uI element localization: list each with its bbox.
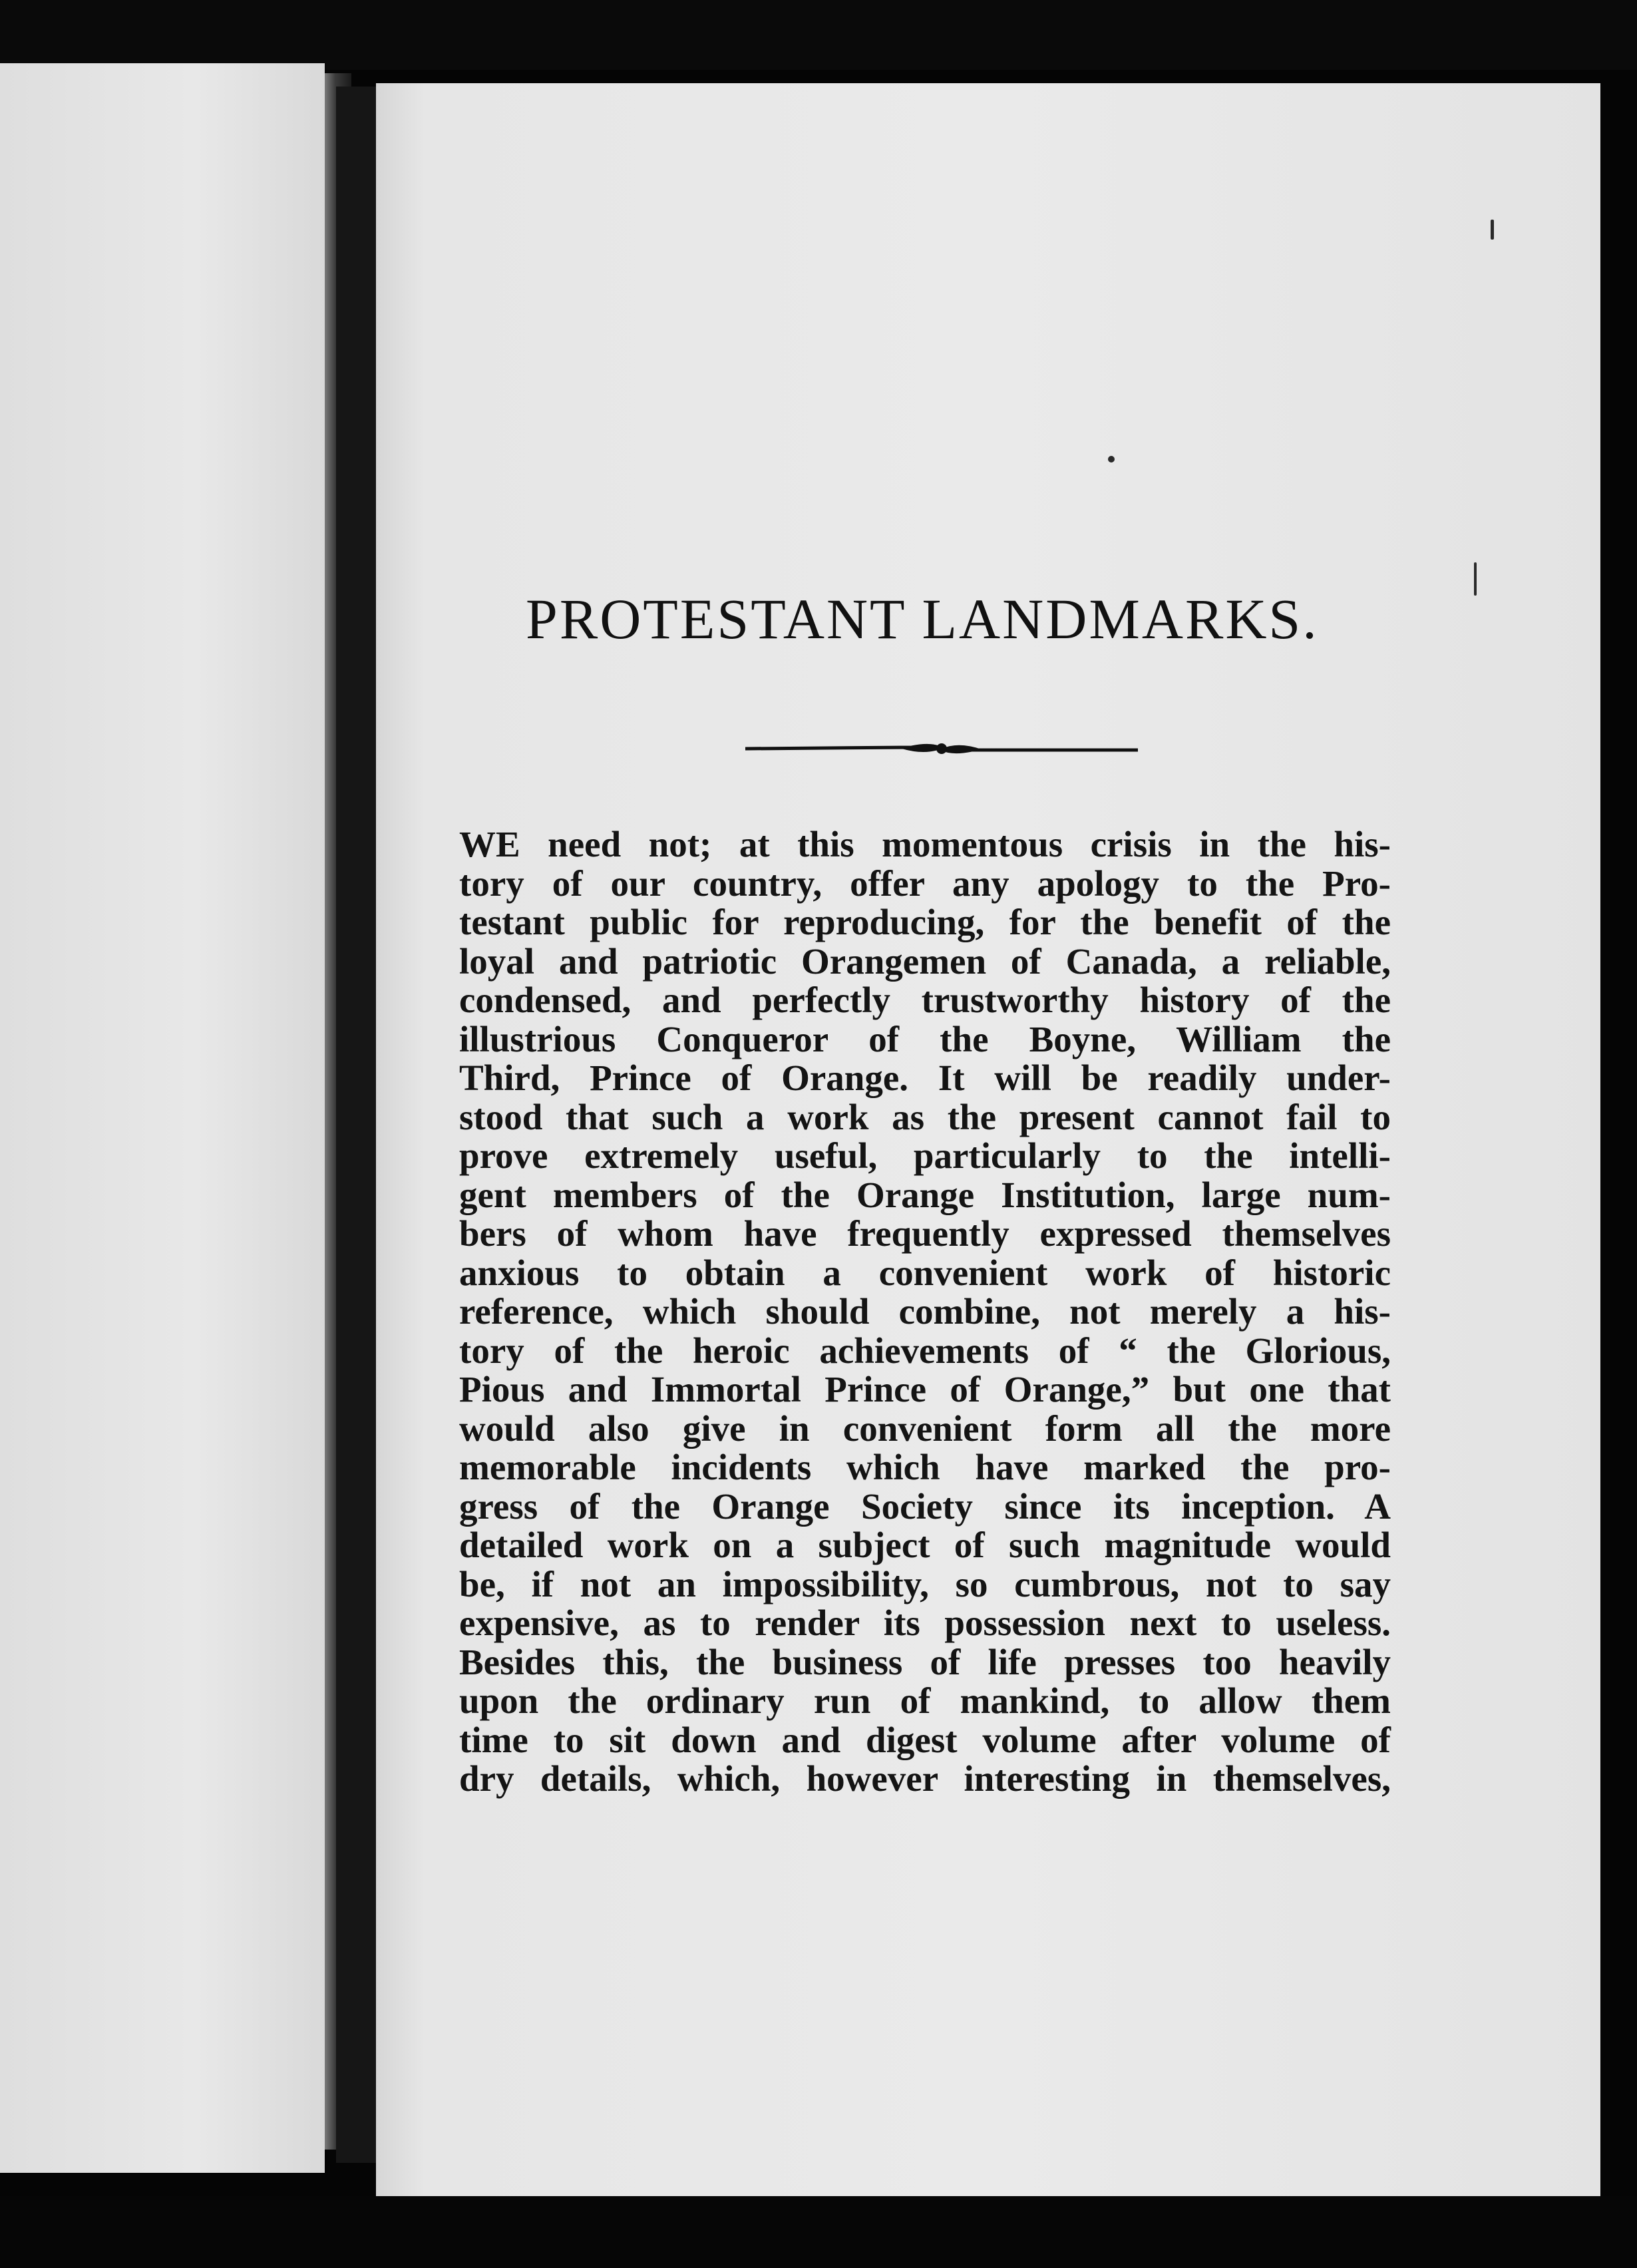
text-line: stood that such a work as the present cannot fail to [459, 1096, 1391, 1137]
text-line: be, if not an impossibility, so cumbrous, not to say [459, 1563, 1391, 1605]
text-line: expensive, as to render its possession next to useless. [459, 1603, 1391, 1643]
text-line: Besides this, the business of life presses too heavily [459, 1641, 1391, 1682]
text-line: WE need not; at this momentous crisis in the his- [459, 824, 1391, 864]
text-line: anxious to obtain a convenient work of historic [459, 1252, 1391, 1293]
text-line: would also give in convenient form all the more [459, 1408, 1391, 1449]
text-line: upon the ordinary run of mankind, to allow them [459, 1680, 1391, 1721]
text-line: memorable incidents which have marked the pro- [459, 1447, 1391, 1487]
scan-top-border [0, 0, 1637, 70]
text-line: illustrious Conqueror of the Boyne, William the [459, 1018, 1391, 1059]
dust-speck [1474, 562, 1477, 596]
text-line: bers of whom have frequently expressed themselves [459, 1213, 1391, 1254]
text-line: gress of the Orange Society since its inception. A [459, 1485, 1391, 1527]
text-line: loyal and patriotic Orangemen of Canada, a reliable, [459, 940, 1391, 982]
text-line: dry details, which, however interesting in themselves, [459, 1758, 1391, 1799]
text-line: gent members of the Orange Institution, large num- [459, 1174, 1391, 1215]
scan-bottom-border [0, 2196, 1637, 2268]
page-title: PROTESTANT LANDMARKS. [526, 587, 1319, 651]
book-spine [336, 87, 376, 2163]
body-paragraph [459, 825, 1391, 1799]
dust-speck [1491, 220, 1494, 240]
left-page-blank [0, 63, 325, 2173]
text-line: reference, which should combine, not merely a his- [459, 1291, 1391, 1332]
text-line: time to sit down and digest volume after volume of [459, 1719, 1391, 1760]
dust-speck [1108, 456, 1115, 463]
text-line: prove extremely useful, particularly to the intelli- [459, 1135, 1391, 1176]
text-line: tory of the heroic achievements of “ the Glorious, [459, 1330, 1391, 1371]
text-line: tory of our country, offer any apology to the Pro- [459, 862, 1391, 904]
text-line: detailed work on a subject of such magnitude would [459, 1525, 1391, 1565]
text-line: condensed, and perfectly trustworthy history of the [459, 980, 1391, 1020]
text-line: Pious and Immortal Prince of Orange,” but one that [459, 1369, 1391, 1410]
text-line: testant public for reproducing, for the benefit of the [459, 902, 1391, 942]
text-line: Third, Prince of Orange. It will be readily under- [459, 1057, 1391, 1098]
ornamental-rule [742, 735, 1141, 762]
